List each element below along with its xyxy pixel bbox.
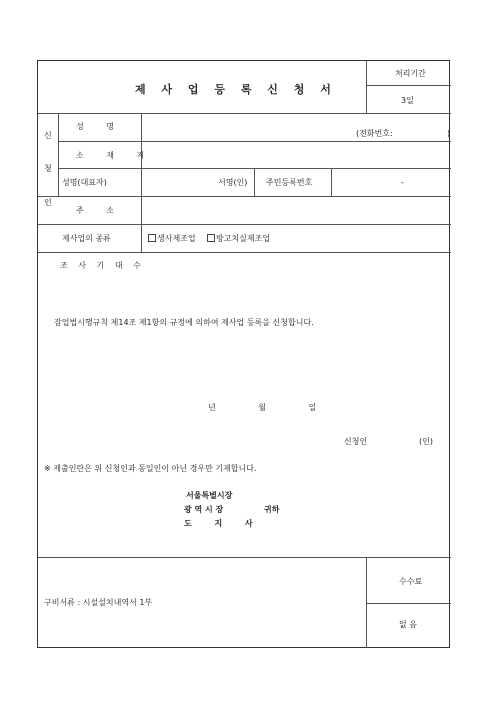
divider <box>38 224 451 225</box>
divider <box>366 85 451 86</box>
location-field[interactable] <box>143 143 449 167</box>
recipient-metro: 광 역 시 장 <box>184 505 224 514</box>
business-type-label: 제사업의 종류 <box>62 234 111 243</box>
resident-no-label: 주민등록번호 <box>266 178 313 187</box>
divider <box>366 61 367 113</box>
rep-name-label: 성명(대표자) <box>62 178 107 187</box>
fee-value: 없 음 <box>399 620 417 629</box>
divider <box>38 252 451 253</box>
applicant-label-3: 인 <box>44 198 52 207</box>
divider <box>366 603 451 604</box>
phone-label: (전화번호: <box>356 129 393 138</box>
divider <box>141 113 142 252</box>
application-form <box>37 60 450 648</box>
date-line: 년 월 일 <box>208 403 337 412</box>
investigators-label: 조 사 기 대 수 <box>60 261 145 270</box>
signature-label: 서명(인) <box>218 178 248 187</box>
divider <box>38 196 451 197</box>
resident-no-field[interactable] <box>333 170 449 195</box>
divider <box>58 113 59 196</box>
rep-name-field[interactable] <box>143 170 218 195</box>
applicant-label-2: 청 <box>44 164 52 173</box>
statement-text: 잠업법시행규칙 제14조 제1항의 규정에 의하여 제사업 등록을 신청합니다. <box>54 318 314 327</box>
applicant-label-1: 신 <box>44 131 52 140</box>
option-2-label: 방고치실제조업 <box>216 234 271 243</box>
address-field[interactable] <box>143 198 449 223</box>
name-field[interactable] <box>143 115 449 140</box>
name-label: 성 명 <box>76 122 124 131</box>
divider <box>331 168 332 196</box>
divider <box>38 113 451 114</box>
processing-period-label: 처리기간 <box>395 69 426 78</box>
resident-no-dash: - <box>401 178 404 187</box>
processing-period-value: 3일 <box>401 96 414 105</box>
fee-label: 수수료 <box>399 577 423 586</box>
recipient-suffix: 귀하 <box>264 505 280 514</box>
divider <box>254 168 255 196</box>
divider <box>38 557 451 558</box>
divider <box>58 141 451 142</box>
recipient-seoul: 서울특별시장 <box>186 491 233 500</box>
divider <box>366 557 367 648</box>
phone-close: ) <box>447 129 451 138</box>
location-label: 소 재 지 <box>76 151 155 160</box>
applicant-sign-label: 신청인 <box>344 437 368 446</box>
recipient-province: 도 지 사 <box>184 519 263 528</box>
address-label: 주 소 <box>76 206 124 215</box>
submission-note: ※ 제출인란은 위 신청인과 동일인이 아닌 경우만 기재합니다. <box>44 464 257 473</box>
form-title: 제 사 업 등 록 신 청 서 <box>135 83 337 96</box>
option-1-label: 생사제조업 <box>157 234 196 243</box>
attachments-text: 구비서류 : 시설설치내역서 1부 <box>44 598 153 607</box>
business-type-field <box>143 227 449 251</box>
applicant-sign-seal: (인) <box>419 437 433 446</box>
